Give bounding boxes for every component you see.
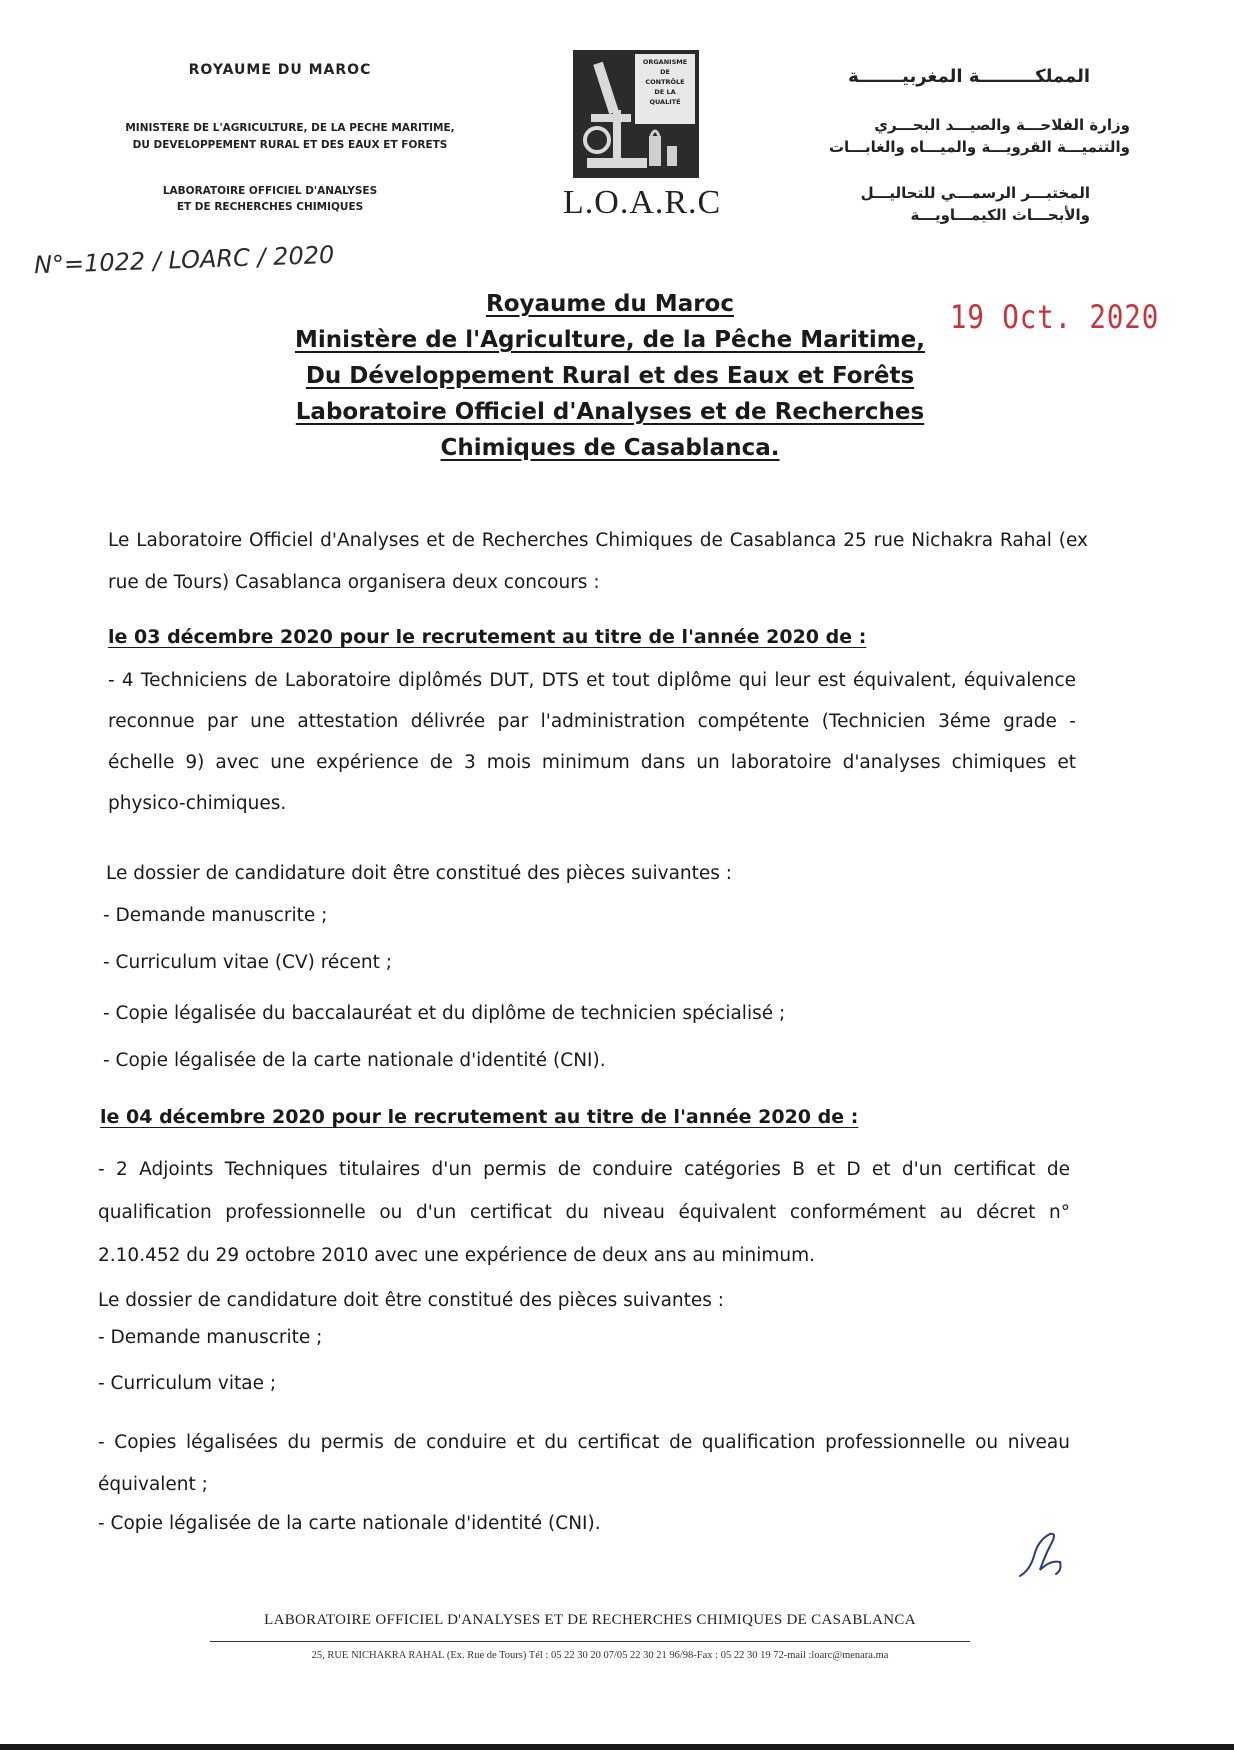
header-lab-ar bbox=[820, 182, 1090, 226]
logo-badge-line-3: CONTRÔLE bbox=[645, 78, 685, 86]
section1-body: - 4 Techniciens de Laboratoire diplômés DUT, DTS et tout diplôme qui leur est équivalent, équivalence reconnue par une attestation délivrée par l'administration compétente (Technicien 3éme grade - échelle 9) avec une expérience de 3 mois minimum dans un laboratoire d'analyses chimiques et physico-chimiques. bbox=[108, 670, 1076, 814]
section2-doc-item: - Curriculum vitae ; bbox=[98, 1373, 277, 1394]
title-line-2: Ministère de l'Agriculture, de la Pêche Maritime, bbox=[294, 327, 926, 353]
footer-lab-name: LABORATOIRE OFFICIEL D'ANALYSES ET DE RECHERCHES CHIMIQUES DE CASABLANCA bbox=[264, 1612, 916, 1628]
signature bbox=[1010, 1526, 1080, 1582]
header-ministry-ar-line1: وزارة الفلاحـــة والصيـــد البحـــري bbox=[874, 116, 1130, 134]
section2-body: - 2 Adjoints Techniques titulaires d'un permis de conduire catégories B et D et d'un certificat de qualification professionnelle ou d'un certificat du niveau équivalent conformément au décret n° 2.10.452 du 29 octobre 2010 avec une expérience de deux ans au minimum. bbox=[98, 1159, 1070, 1266]
date-stamp: 19 Oct. 2020 bbox=[950, 298, 1160, 336]
header-lab-line1: LABORATOIRE OFFICIEL D'ANALYSES bbox=[162, 185, 378, 197]
logo-badge-line-5: QUALITÉ bbox=[649, 98, 681, 106]
section1-doc-item: - Demande manuscrite ; bbox=[103, 905, 328, 926]
scan-bottom-edge bbox=[0, 1744, 1234, 1750]
document-title bbox=[260, 286, 960, 466]
title-line-1: Royaume du Maroc bbox=[485, 291, 734, 317]
section2-doc-item: - Copies légalisées du permis de conduire et du certificat de qualification professionnelle ou niveau équivalent ; bbox=[98, 1432, 1070, 1495]
section1-doc-item: - Curriculum vitae (CV) récent ; bbox=[103, 952, 392, 973]
header-ministry-ar bbox=[790, 114, 1130, 158]
section2-doc-item: - Demande manuscrite ; bbox=[98, 1327, 323, 1348]
header-ministry-fr bbox=[90, 120, 490, 154]
signature-icon bbox=[1010, 1526, 1080, 1582]
header-ministry-line1: MINISTERE DE L'AGRICULTURE, DE LA PECHE MARITIME, bbox=[125, 122, 455, 134]
logo-badge-line-1: ORGANISME bbox=[642, 58, 688, 66]
section2-doc-item: - Copie légalisée de la carte nationale d'identité (CNI). bbox=[98, 1513, 601, 1534]
section1-doc-item: - Copie légalisée du baccalauréat et du diplôme de technicien spécialisé ; bbox=[103, 1003, 786, 1024]
section1-docs-label: Le dossier de candidature doit être constitué des pièces suivantes : bbox=[106, 863, 733, 884]
logo-badge-line-2: DE bbox=[660, 68, 670, 76]
header-ministry-line2: DU DEVELOPPEMENT RURAL ET DES EAUX ET FORETS bbox=[132, 139, 448, 151]
header-kingdom-fr: ROYAUME DU MAROC bbox=[188, 62, 372, 78]
section1-heading: le 03 décembre 2020 pour le recrutement au titre de l'année 2020 de : bbox=[108, 626, 867, 648]
reference-number: N°=1022 / LOARC / 2020 bbox=[33, 240, 335, 280]
title-line-3: Du Développement Rural et des Eaux et Forêts bbox=[305, 363, 915, 389]
title-line-5: Chimiques de Casablanca. bbox=[440, 435, 780, 461]
header-kingdom-ar: المملكـــــــــة المغربيـــــــة bbox=[848, 66, 1090, 87]
section1-doc-item: - Copie légalisée de la carte nationale d'identité (CNI). bbox=[103, 1050, 606, 1071]
header-lab-fr bbox=[140, 183, 400, 215]
footer-divider bbox=[210, 1641, 970, 1642]
logo-text: L.O.A.R.C bbox=[563, 184, 722, 221]
intro-paragraph: Le Laboratoire Officiel d'Analyses et de Recherches Chimiques de Casablanca 25 rue Nichakra Rahal (ex rue de Tours) Casablanca organisera deux concours : bbox=[108, 530, 1088, 593]
section2-heading: le 04 décembre 2020 pour le recrutement au titre de l'année 2020 de : bbox=[100, 1106, 859, 1128]
footer-contact: 25, RUE NICHAKRA RAHAL (Ex. Rue de Tours) Tél : 05 22 30 20 07/05 22 30 21 96/98-Fax : 05 22 30 19 72-mail :loarc@menara.ma bbox=[311, 1650, 889, 1661]
logo-badge-line-4: DE LA bbox=[654, 88, 676, 96]
microscope-logo-icon bbox=[573, 50, 699, 178]
header-ministry-ar-line2: والتنميـــة القرويـــة والميـــاه والغابـــات bbox=[828, 138, 1130, 156]
loarc-logo bbox=[573, 50, 699, 178]
section2-docs-label: Le dossier de candidature doit être constitué des pièces suivantes : bbox=[98, 1290, 725, 1311]
header-lab-line2: ET DE RECHERCHES CHIMIQUES bbox=[176, 201, 364, 213]
header-lab-ar-line2: والأبحـــاث الكيمـــاويـــة bbox=[910, 206, 1090, 224]
title-line-4: Laboratoire Officiel d'Analyses et de Recherches bbox=[295, 399, 925, 425]
header-lab-ar-line1: المختبـــر الرسمـــي للتحاليـــل bbox=[860, 184, 1090, 202]
